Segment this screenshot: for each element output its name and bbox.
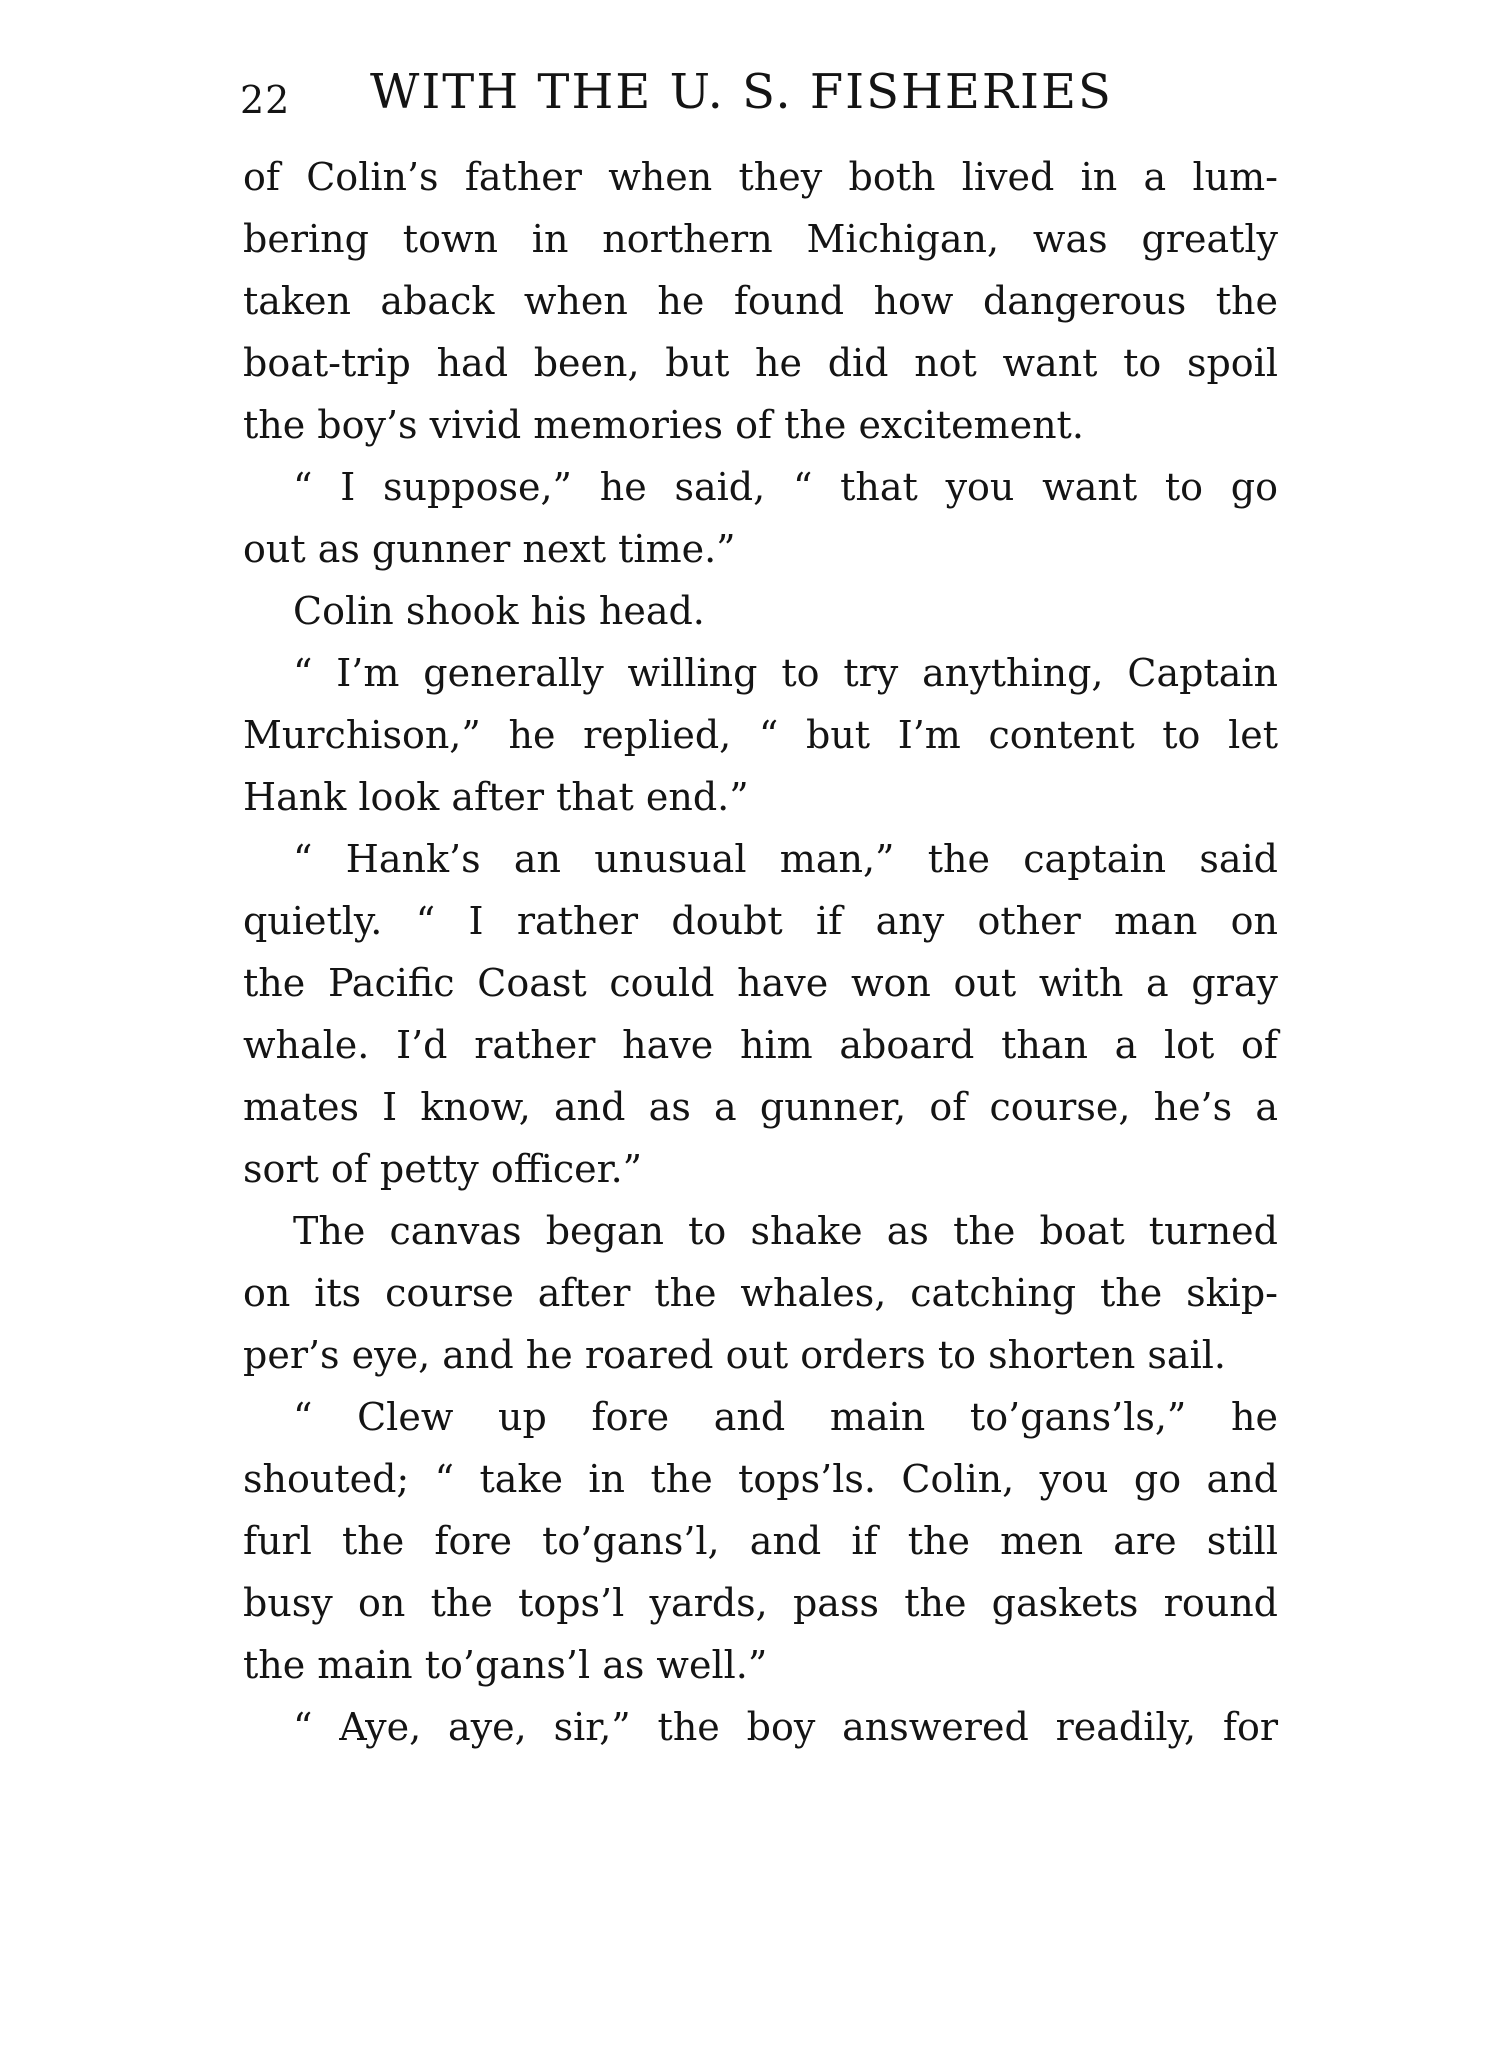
text-line: “ Aye, aye, sir,” the boy answered readily, for xyxy=(293,1705,1278,1749)
text-line: out as gunner next time.” xyxy=(243,527,736,571)
text-line: “ Hank’s an unusual man,” the captain said xyxy=(293,837,1278,881)
text-line: the main to’gans’l as well.” xyxy=(243,1643,768,1687)
text-line: boat-trip had been, but he did not want to spoil xyxy=(243,341,1278,385)
text-line: taken aback when he found how dangerous the xyxy=(243,279,1278,323)
text-line: quietly. “ I rather doubt if any other man on xyxy=(243,899,1278,943)
text-line: whale. I’d rather have him aboard than a lot of xyxy=(243,1023,1278,1067)
text-line: busy on the tops’l yards, pass the gaskets round xyxy=(243,1581,1278,1625)
text-line: the boy’s vivid memories of the excitement. xyxy=(243,403,1084,447)
text-line: furl the fore to’gans’l, and if the men are still xyxy=(243,1519,1278,1563)
text-line: per’s eye, and he roared out orders to shorten sail. xyxy=(243,1333,1226,1377)
text-line: “ I suppose,” he said, “ that you want to go xyxy=(293,465,1278,509)
text-line: Colin shook his head. xyxy=(293,589,705,633)
text-line: Murchison,” he replied, “ but I’m content to let xyxy=(243,713,1278,757)
text-line: shouted; “ take in the tops’ls. Colin, you go and xyxy=(243,1457,1278,1501)
text-line: sort of petty officer.” xyxy=(243,1147,643,1191)
text-line: Hank look after that end.” xyxy=(243,775,749,819)
text-line: mates I know, and as a gunner, of course, he’s a xyxy=(243,1085,1278,1129)
text-line: “ Clew up fore and main to’gans’ls,” he xyxy=(293,1395,1278,1439)
text-line: on its course after the whales, catching the skip- xyxy=(243,1271,1278,1315)
text-line: of Colin’s father when they both lived in a lum- xyxy=(243,155,1278,199)
text-line: the Pacific Coast could have won out with a gray xyxy=(243,961,1278,1005)
body-text xyxy=(243,146,1278,1758)
text-line: The canvas began to shake as the boat turned xyxy=(293,1209,1278,1253)
text-line: bering town in northern Michigan, was greatly xyxy=(243,217,1278,261)
page-number: 22 xyxy=(240,78,291,122)
page-header xyxy=(240,64,1160,134)
text-line: “ I’m generally willing to try anything, Captain xyxy=(293,651,1278,695)
running-title: WITH THE U. S. FISHERIES xyxy=(370,64,1113,120)
